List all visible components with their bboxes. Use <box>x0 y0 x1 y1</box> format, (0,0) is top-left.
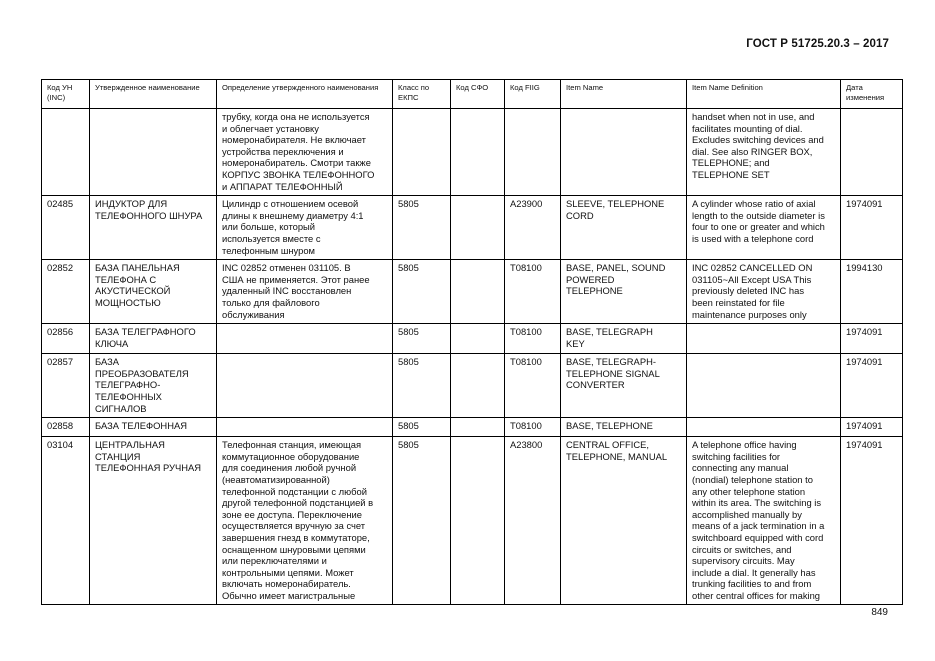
cell-sfo-code <box>451 324 505 354</box>
cell-change-date: 1974091 <box>841 354 903 418</box>
cell-sfo-code <box>451 109 505 196</box>
header-item-name: Item Name <box>561 80 687 109</box>
cell-approved-definition: трубку, когда она не используется и облегчает установку номеронабирателя. Не включает устройства переключения и номеронабиратель. Смотри также КОРПУС ЗВОНКА ТЕЛЕФОННОГО и АППАРАТ ТЕЛЕФОННЫЙ <box>217 109 393 196</box>
cell-change-date: 1974091 <box>841 196 903 260</box>
cell-item-name: BASE, TELEGRAPH KEY <box>561 324 687 354</box>
cell-approved-name <box>90 109 217 196</box>
cell-inc-code: 03104 <box>42 437 90 605</box>
cell-item-name: BASE, PANEL, SOUND POWERED TELEPHONE <box>561 260 687 324</box>
cell-sfo-code <box>451 196 505 260</box>
cell-sfo-code <box>451 437 505 605</box>
cell-sfo-code <box>451 354 505 418</box>
cell-fiig-code: T08100 <box>505 418 561 437</box>
table-row <box>42 324 903 354</box>
header-ekps-class: Класс по ЕКПС <box>393 80 451 109</box>
cell-change-date: 1974091 <box>841 437 903 605</box>
table-body <box>42 109 903 605</box>
cell-fiig-code <box>505 109 561 196</box>
cell-item-name-definition <box>687 354 841 418</box>
cell-change-date <box>841 109 903 196</box>
cell-approved-definition: Телефонная станция, имеющая коммутационное оборудование для соединения любой ручной (неавтоматизированной) телефонной подстанции с любой другой телефонной подстанцией в зоне ее доступа. Переключение осуществляется вручную за счет завершения гнезд в коммутаторе, оснащенном шнуровыми цепями или переключателями и контрольными цепями. Может включать номеронабиратель. Обычно имеет магистральные <box>217 437 393 605</box>
header-sfo-code: Код СФО <box>451 80 505 109</box>
cell-change-date: 1974091 <box>841 418 903 437</box>
cell-ekps-class: 5805 <box>393 324 451 354</box>
cell-approved-name: БАЗА ПРЕОБРАЗОВАТЕЛЯ ТЕЛЕГРАФНО- ТЕЛЕФОННЫХ СИГНАЛОВ <box>90 354 217 418</box>
cell-item-name-definition: A telephone office having switching facilities for connecting any manual (nondial) telephone station to any other telephone station within its area. The switching is accomplished manually by means of a jack termination in a switchboard equipped with cord circuits or switches, and supervisory circuits. May include a dial. It generally has trunking facilities to and from other central offices for making <box>687 437 841 605</box>
cell-item-name: SLEEVE, TELEPHONE CORD <box>561 196 687 260</box>
header-item-name-definition: Item Name Definition <box>687 80 841 109</box>
header-change-date: Дата изменения <box>841 80 903 109</box>
cell-item-name: BASE, TELEPHONE <box>561 418 687 437</box>
table-row <box>42 418 903 437</box>
cell-inc-code <box>42 109 90 196</box>
cell-approved-definition <box>217 354 393 418</box>
cell-approved-name: БАЗА ТЕЛЕГРАФНОГО КЛЮЧА <box>90 324 217 354</box>
cell-ekps-class: 5805 <box>393 418 451 437</box>
header-approved-name: Утвержденное наименование <box>90 80 217 109</box>
header-inc-code: Код УН (INC) <box>42 80 90 109</box>
cell-change-date: 1994130 <box>841 260 903 324</box>
cell-inc-code: 02857 <box>42 354 90 418</box>
cell-item-name <box>561 109 687 196</box>
cell-approved-name: ЦЕНТРАЛЬНАЯ СТАНЦИЯ ТЕЛЕФОННАЯ РУЧНАЯ <box>90 437 217 605</box>
table-row <box>42 260 903 324</box>
cell-ekps-class: 5805 <box>393 196 451 260</box>
table-row <box>42 196 903 260</box>
table-row <box>42 109 903 196</box>
cell-ekps-class: 5805 <box>393 260 451 324</box>
cell-approved-definition: INC 02852 отменен 031105. В США не применяется. Этот ранее удаленный INC восстановлен только для файлового обслуживания <box>217 260 393 324</box>
cell-approved-definition <box>217 418 393 437</box>
cell-approved-name: БАЗА ТЕЛЕФОННАЯ <box>90 418 217 437</box>
document-standard-header: ГОСТ Р 51725.20.3 – 2017 <box>746 38 889 50</box>
cell-fiig-code: T08100 <box>505 260 561 324</box>
cell-inc-code: 02852 <box>42 260 90 324</box>
cell-fiig-code: T08100 <box>505 324 561 354</box>
cell-inc-code: 02856 <box>42 324 90 354</box>
cell-inc-code: 02858 <box>42 418 90 437</box>
cell-ekps-class <box>393 109 451 196</box>
cell-item-name-definition <box>687 324 841 354</box>
cell-sfo-code <box>451 418 505 437</box>
cell-approved-name: БАЗА ПАНЕЛЬНАЯ ТЕЛЕФОНА С АКУСТИЧЕСКОЙ МОЩНОСТЬЮ <box>90 260 217 324</box>
cell-fiig-code: A23900 <box>505 196 561 260</box>
cell-item-name-definition: INC 02852 CANCELLED ON 031105~All Except USA This previously deleted INC has been reinstated for file maintenance purposes only <box>687 260 841 324</box>
header-fiig-code: Код FIIG <box>505 80 561 109</box>
table-row <box>42 437 903 605</box>
page-number: 849 <box>871 607 888 618</box>
table-row <box>42 354 903 418</box>
cell-fiig-code: T08100 <box>505 354 561 418</box>
cell-ekps-class: 5805 <box>393 437 451 605</box>
cell-item-name-definition: handset when not in use, and facilitates mounting of dial. Excludes switching devices and dial. See also RINGER BOX, TELEPHONE; and TELEPHONE SET <box>687 109 841 196</box>
header-approved-definition: Определение утвержденного наименования <box>217 80 393 109</box>
cell-item-name-definition <box>687 418 841 437</box>
cell-change-date: 1974091 <box>841 324 903 354</box>
cell-approved-name: ИНДУКТОР ДЛЯ ТЕЛЕФОННОГО ШНУРА <box>90 196 217 260</box>
item-names-table <box>41 79 903 605</box>
cell-item-name: CENTRAL OFFICE, TELEPHONE, MANUAL <box>561 437 687 605</box>
cell-item-name: BASE, TELEGRAPH- TELEPHONE SIGNAL CONVERTER <box>561 354 687 418</box>
table-header <box>42 80 903 109</box>
header-row <box>42 80 903 109</box>
cell-fiig-code: A23800 <box>505 437 561 605</box>
cell-approved-definition <box>217 324 393 354</box>
cell-ekps-class: 5805 <box>393 354 451 418</box>
cell-inc-code: 02485 <box>42 196 90 260</box>
cell-approved-definition: Цилиндр с отношением осевой длины к внешнему диаметру 4:1 или больше, который используется вместе с телефонным шнуром <box>217 196 393 260</box>
cell-sfo-code <box>451 260 505 324</box>
cell-item-name-definition: A cylinder whose ratio of axial length to the outside diameter is four to one or greater and which is used with a telephone cord <box>687 196 841 260</box>
